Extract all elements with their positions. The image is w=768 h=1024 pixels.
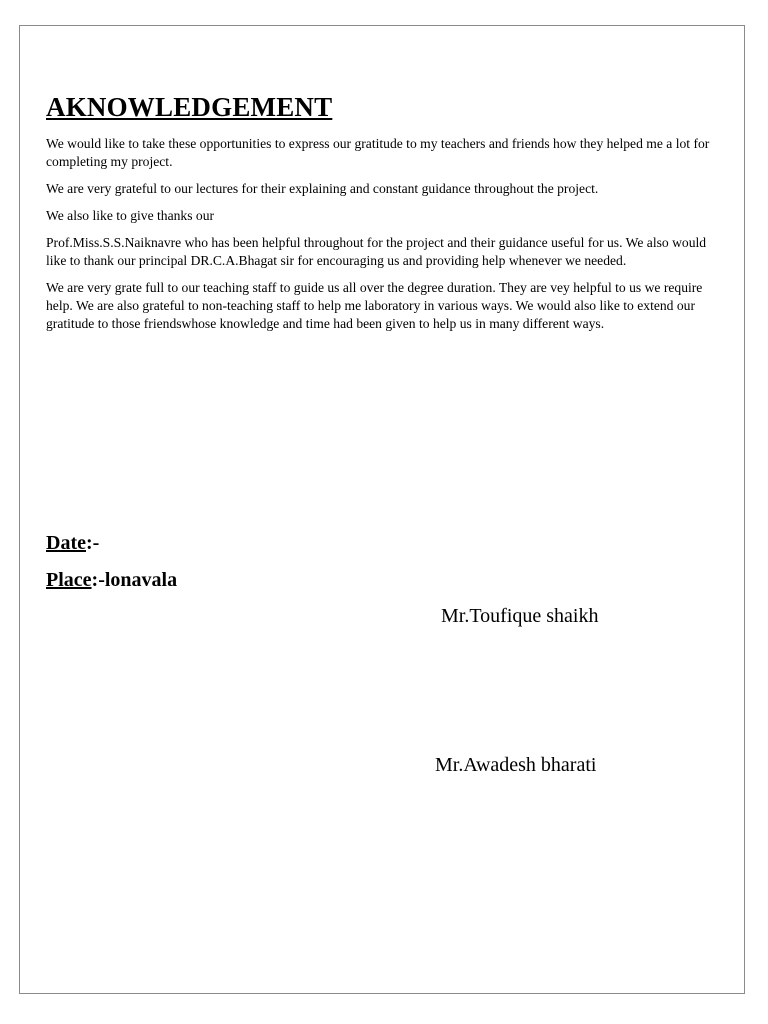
paragraph: We are very grate full to our teaching staff to guide us all over the degree duration. They are vey helpful to us we require help. We are also grateful to non-teaching staff to help me laboratory in various ways. We would also like to extend our gratitude to those friendswhose knowledge and time had been given to help us in many different ways. (46, 280, 703, 331)
place-line (46, 567, 177, 593)
place-value: lonavala (104, 569, 178, 591)
date-line (46, 530, 99, 556)
paragraph: Prof.Miss.S.S.Naiknavre who has been helpful throughout for the project and their guidance useful for us. We also would like to thank our principal DR.C.A.Bhagat sir for encouraging us and providing help whenever we needed. (46, 235, 707, 268)
paragraph: We are very grateful to our lectures for their explaining and constant guidance throughout the project. (46, 181, 599, 196)
date-separator: :- (85, 532, 100, 554)
place-label: Place (46, 569, 92, 591)
signatory-name: Mr.Awadesh bharati (435, 754, 597, 776)
paragraph: We also like to give thanks our (46, 208, 215, 223)
acknowledgement-body (46, 135, 726, 342)
date-label: Date (46, 532, 86, 554)
paragraph: We would like to take these opportunities to express our gratitude to my teachers and friends how they helped me a lot for completing my project. (46, 136, 710, 169)
place-separator: :- (91, 569, 105, 591)
signatory-name: Mr.Toufique shaikh (441, 605, 599, 627)
page-title: AKNOWLEDGEMENT (46, 92, 333, 122)
